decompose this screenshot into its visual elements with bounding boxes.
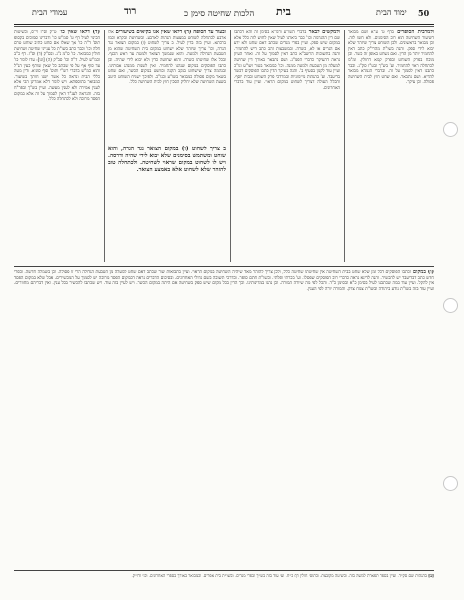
header-rule	[14, 24, 434, 25]
column-full-width-text: וכתבו הפוסקים דכל זמן שלא שחט בבית השחיטה אין שחיטתו שחיטה כלל, ולכן צריך להזהר מאד שיהיה השחיטה במקום הראוי. ועיין בתבואות שור שכתב דאם שחט למעלה מן הטבעת הגדולה הרי זו פסולה. וכן בשמלה חדשה. ובפרי חדש כתב דבדיעבד יש להכשיר. והנה לדינא נראה כדברי רוב הפוסקים שפסלו. וע' בכרתי ופלתי. ובשו"ת חתם סופר. ובדרכי תשובה בשם גדולי האחרונים. ובסיכום הדברים נראה דבמקום הפסד מרובה יש לסמוך על המכשירים. אבל שלא במקום הפסד אין להקל. ועיין עוד במה שכתבנו לעיל בסימן כ"א ובסימן כ"ד. והכל לפי מה שיורה המורה. וכן נהגו במדינותינו. וכך הדין בכל מקום שיש ספק בשחיטה אם היתה במקום הכשר. ויש לעיין בזה עוד. ויש שכתבו להכשיר בכל ענין. ואין דבריהם מחוורים. ועיין עוד בזה בשו"ת נודע ביהודה ובשו"ת צמח צדק. והמורה יורה לפי הענין.	[14, 270, 434, 292]
column-outer-right	[348, 30, 434, 262]
column-inner-left	[108, 30, 226, 142]
column-inner-right	[234, 30, 340, 262]
main-text-block	[108, 146, 226, 262]
header-rule-2	[14, 26, 434, 27]
header-right-title: ימוד הבית	[376, 8, 407, 17]
column-full-width	[14, 270, 434, 566]
column-outer-left	[14, 30, 100, 262]
header-word-b: בית	[276, 5, 291, 18]
column-inner-right-text: בדברי השו"ע ורמ"א בסימן זה והא דכתבו שם דין ההגרמה וכו' כבר ביארנו לעיל שאין לחוש לזה כלל אלא במקום שיש ספק. ועיין בפרי מגדים שכתב דאם שחט ולא ידע אם הגרים או לא, כשרה. ובמשבצות זהב כתב דיש להחמיר. והנה בתשובות הרשב"א כתב דאין לסמוך על זה. ואחר העיון נראה דהעיקר כדברי הפמ"ג. ושם נתבאר באורך דין שחיטה למעלה מן הטבעת ולמטה ממנה. וכו' כמבואר בטור ושו"ע ונו"כ ועיין עוד לקמן בסעיף ב'. והנה בעיקר הדין כתבו הפוסקים דכשר בדיעבד. וע' בהגהות מיימוניות ובמרדכי פרק השוחט ובבית יוסף. והכלל העולה דצריך לשחוט במקום הראוי. ועיין עוד בדברי האחרונים.	[234, 30, 340, 91]
column-divider	[230, 30, 231, 262]
footnotes-text: בהגהות שם סק"ד. ועיין בספר תפארת למשה בזה. ובשיטה מקובצת. ובתוס' חולין דף כ"ח. וע' עוד בזה בש"ך ובפרי מגדים. ובשו"ת בית אפרים. וכמבואר באורך בספרי האחרונים. וכו' ודו"ק.	[131, 573, 427, 578]
column-outer-left-lead: (ד) דלאו שאין כו'	[56, 30, 100, 35]
header-left-title: עמודי הבית	[32, 8, 68, 17]
column-divider	[344, 30, 345, 262]
column-outer-right-lead: ולמרבית הסופרים	[393, 30, 434, 35]
column-inner-left-text: אלו ארבע לכתחלה לשוחט במצעות הגהות לארבע. ובשחיטת ובקרא וכמו ברכתא. ועיין בזה בדין לעיל. ב צריך לשחוט (ו) במקום הצואר נגד הגרה, וכו' צריך שיזהר שלא ישחוט במקום בית השחיטה שהוא מן הטבעת הגדולה ולמטה. והוא שנמשך הצואר ולמטה עד ראש הכנף. ובכל אלו שחיטתו כשרה. והוא שחוטה כדין ולא יבוא לידי שהיה. וכן כתבו הפוסקים במקום שנהגו להחמיר. ואין לשנות ממנהג אבותינו. ובנהמה צריך שישחוט בנקב הקנה ובוושט במקום הכשר, ואם שחט בשאר מקום פסולה כמבואר בשו"ע ובנו"כ. ולפיכך ישגיח השוחט היטב בשעת השחיטה שלא יחליק הסכין חוץ לבית השחיטה כלל.	[108, 30, 226, 86]
column-outer-left-text: ט"ק וס"ז וי"ס, ובשיטות הכינוי לעיל דף ט' סמ"ש כו' ודברינו סמוכים בקסופ תוס' ד"ה כו' אך שאלו אם סחט כתיב שוחט טרם חלה וכו' וכבר כתב בשו"ת כל ענייני שחיטה ושחיטת חולין כמבואר. כו' ס"מ נ"ג. ובס"ק (ד) וס"ז. דף כ"ב וכמ"ש לעיל. ד"ה וכו' סב"ק (ה) [ונו]: עדו לומר כו' עד סוף אף על פי שכתב כל שאין שותף כעין הנ"ל והוא כמ"ש בדברי רש"י ותוס' סוף סוגיא. ודין מטה כללי הבית ונראה כל אשר ישנו חותך בשיעור. כמבואר בתוספתא. ויש לומר דלא אמרינן הכי אלא לענין אמירה ולא לענין מעשה. ועיין בש"ך ובפר"ח בזה. והנראה לענ"ד דאין לסמוך על זה אלא במקום הפסד מרובה ולא לכתחלה כלל.	[14, 30, 100, 103]
punch-hole	[443, 298, 458, 313]
header-center-title: הלכות שחיטה סימן כ	[184, 9, 255, 19]
footnotes-lead: [ב]	[428, 573, 434, 578]
punch-hole	[443, 476, 458, 491]
section-rule	[14, 266, 434, 267]
header-word-a: רוד	[124, 6, 137, 17]
column-inner-left-lead: ובעוד עד הסופה (ד) דלאו שאין אנו בקיאים בשיעורים	[113, 30, 226, 35]
footnotes	[14, 573, 434, 595]
footnote-rule	[14, 570, 434, 571]
column-outer-right-text: בדף ט' ע"א ושם מבואר דשיעור השחיטה הוא רוב הסימנים. ולא חשו לזה. וכן מבואר בראשונים. ולכן השוחט צריך שיזהר שלא יבוא לידי ספק. והנה בשו"ת מהרי"ק כתב דאין להחמיר יותר מן הדין. ואם נשחט באופן זה כשר. וכן מוכח בפרק השוחט ובפרק קמא דחולין. ומ"מ לכתחלה ראוי להחמיר. וע' בש"ך ובט"ז סק"ג. וכבר כתבנו דאין לסמוך על זה. ובדברי הגמרא מבואר להדיא. ושם נתבאר. ואם שחט חוץ לבית השחיטה פסולה. וכן עיקר.	[348, 30, 434, 86]
running-header	[14, 6, 434, 22]
column-inner-right-lead: ולמקשים לבאר	[306, 30, 340, 35]
column-full-width-lead: (ו) במקום	[410, 270, 434, 275]
main-text: ב צריך לשחוט (ו) במקום הצואר נגד הגרה, והוא שוחט ומשתמש בסימנים שלא יבוא לידי שהיה ודרסה. ויש לו לשחוט במקום שראוי לשחיטה. ולכתחלה טוב להזהר שלא לשחוט אלא באמצע הצואר.	[108, 146, 226, 173]
punch-hole	[443, 122, 458, 137]
column-divider	[104, 30, 105, 262]
page-number: 50	[418, 8, 430, 18]
